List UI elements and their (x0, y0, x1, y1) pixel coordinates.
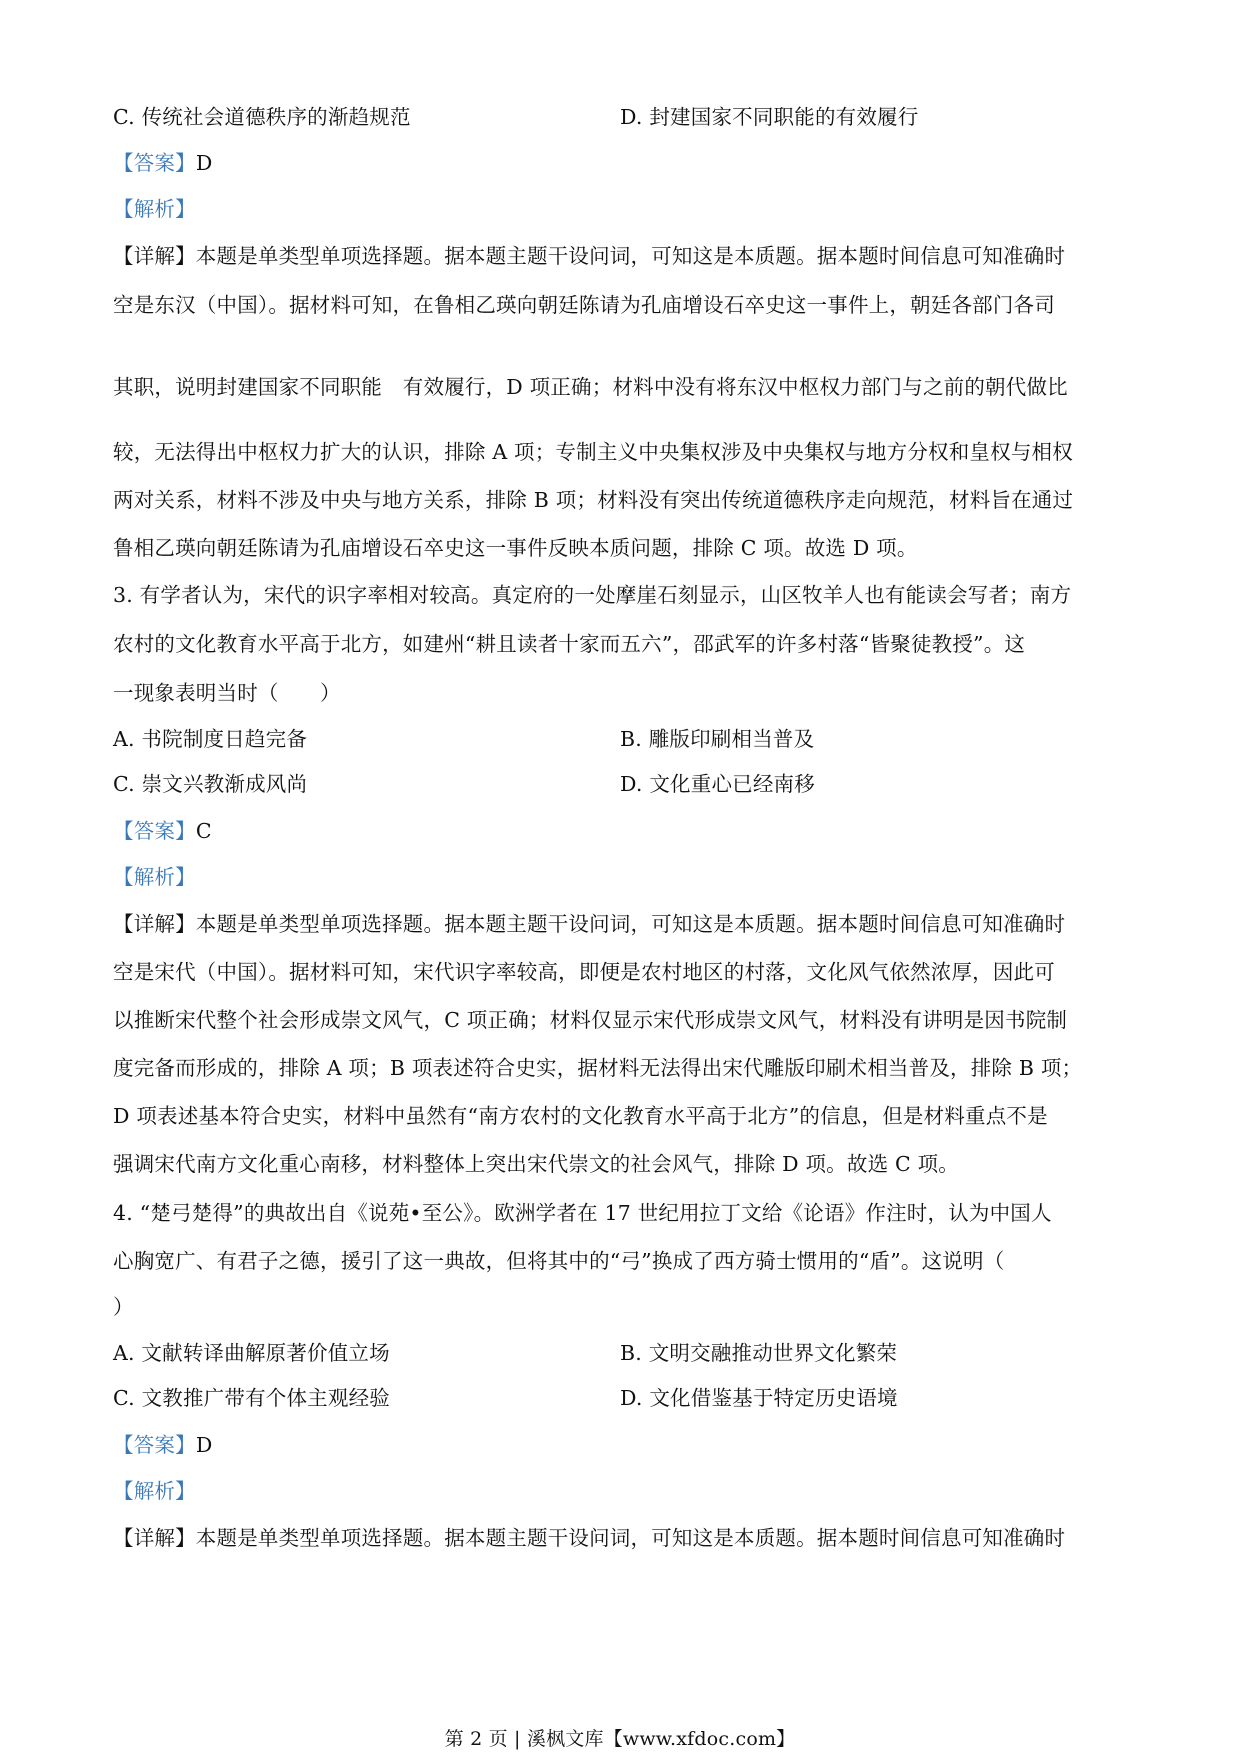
page-footer: 第 2 页 | 溪枫文库【www.xfdoc.com】 (444, 1728, 796, 1750)
answer-tag: 【答案】 (113, 151, 196, 175)
q2-analysis-tag: 【解析】 (113, 197, 196, 221)
q2-option-c: C. 传统社会道德秩序的渐趋规范 (113, 105, 411, 129)
q3-option-a: A. 书院制度日趋完备 (113, 727, 308, 751)
q3-detail-line: 强调宋代南方文化重心南移，材料整体上突出宋代崇文的社会风气，排除 D 项。故选 C 项。 (113, 1152, 959, 1176)
q2-detail-line: 空是东汉（中国）。据材料可知，在鲁相乙瑛向朝廷陈请为孔庙增设石卒史这一事件上，朝廷各部门各司 (113, 293, 1055, 317)
q2-detail-line: 【详解】本题是单类型单项选择题。据本题主题干设问词，可知这是本质题。据本题时间信息可知准确时 (113, 244, 1066, 268)
answer-tag: 【答案】 (113, 1433, 196, 1457)
q4-option-d: D. 文化借鉴基于特定历史语境 (620, 1386, 898, 1410)
q3-stem-line: 农村的文化教育水平高于北方，如建州“耕且读者十家而五六”，邵武军的许多村落“皆聚徒教授”。这 (113, 632, 1026, 656)
q4-option-c: C. 文教推广带有个体主观经验 (113, 1386, 390, 1410)
answer-value: C (195, 819, 212, 843)
q3-detail-line: 空是宋代（中国）。据材料可知，宋代识字率较高，即便是农村地区的村落，文化风气依然浓厚，因此可 (113, 960, 1055, 984)
q3-option-d: D. 文化重心已经南移 (620, 772, 815, 796)
q2-detail-line: 较，无法得出中枢权力扩大的认识，排除 A 项；专制主义中央集权涉及中央集权与地方分权和皇权与相权 (113, 440, 1073, 464)
q4-analysis-tag: 【解析】 (113, 1479, 196, 1503)
q3-option-b: B. 雕版印刷相当普及 (620, 727, 815, 751)
q3-detail-line: 以推断宋代整个社会形成崇文风气，C 项正确；材料仅显示宋代形成崇文风气，材料没有讲明是因书院制 (113, 1008, 1068, 1032)
q3-detail-line: 【详解】本题是单类型单项选择题。据本题主题干设问词，可知这是本质题。据本题时间信息可知准确时 (113, 912, 1066, 936)
q3-stem-line: 一现象表明当时（ ） (113, 681, 341, 705)
answer-tag: 【答案】 (113, 819, 196, 843)
q3-answer (113, 817, 212, 845)
q2-detail-line: 其职，说明封建国家不同职能 有效履行，D 项正确；材料中没有将东汉中枢权力部门与之前的朝代做比 (113, 375, 1068, 399)
q3-detail-line: 度完备而形成的，排除 A 项；B 项表述符合史实，据材料无法得出宋代雕版印刷术相当普及，排除 B 项； (113, 1056, 1083, 1080)
q4-answer (113, 1431, 212, 1459)
q2-detail-line: 两对关系，材料不涉及中央与地方关系，排除 B 项；材料没有突出传统道德秩序走向规范，材料旨在通过 (113, 488, 1074, 512)
q4-detail-line: 【详解】本题是单类型单项选择题。据本题主题干设问词，可知这是本质题。据本题时间信息可知准确时 (113, 1526, 1066, 1550)
q2-detail-line: 鲁相乙瑛向朝廷陈请为孔庙增设石卒史这一事件反映本质问题，排除 C 项。故选 D 项。 (113, 536, 918, 560)
q2-option-d: D. 封建国家不同职能的有效履行 (620, 105, 919, 129)
q4-option-b: B. 文明交融推动世界文化繁荣 (620, 1341, 898, 1365)
q4-option-a: A. 文献转译曲解原著价值立场 (113, 1341, 390, 1365)
q3-detail-line: D 项表述基本符合史实，材料中虽然有“南方农村的文化教育水平高于北方”的信息，但是材料重点不是 (113, 1104, 1048, 1128)
q4-stem-line: 心胸宽广、有君子之德，援引了这一典故，但将其中的“弓”换成了西方骑士惯用的“盾”。这说明（ (113, 1249, 1005, 1273)
q4-stem-line: ） (113, 1295, 134, 1319)
q3-option-c: C. 崇文兴教渐成风尚 (113, 772, 308, 796)
q4-stem-line: 4. “楚弓楚得”的典故出自《说苑•至公》。欧洲学者在 17 世纪用拉丁文给《论语》作注时，认为中国人 (113, 1201, 1052, 1225)
q3-stem-line: 3. 有学者认为，宋代的识字率相对较高。真定府的一处摩崖石刻显示，山区牧羊人也有能读会写者；南方 (113, 583, 1072, 607)
q3-analysis-tag: 【解析】 (113, 865, 196, 889)
q2-answer (113, 149, 212, 177)
answer-value: D (195, 151, 213, 175)
answer-value: D (195, 1433, 213, 1457)
